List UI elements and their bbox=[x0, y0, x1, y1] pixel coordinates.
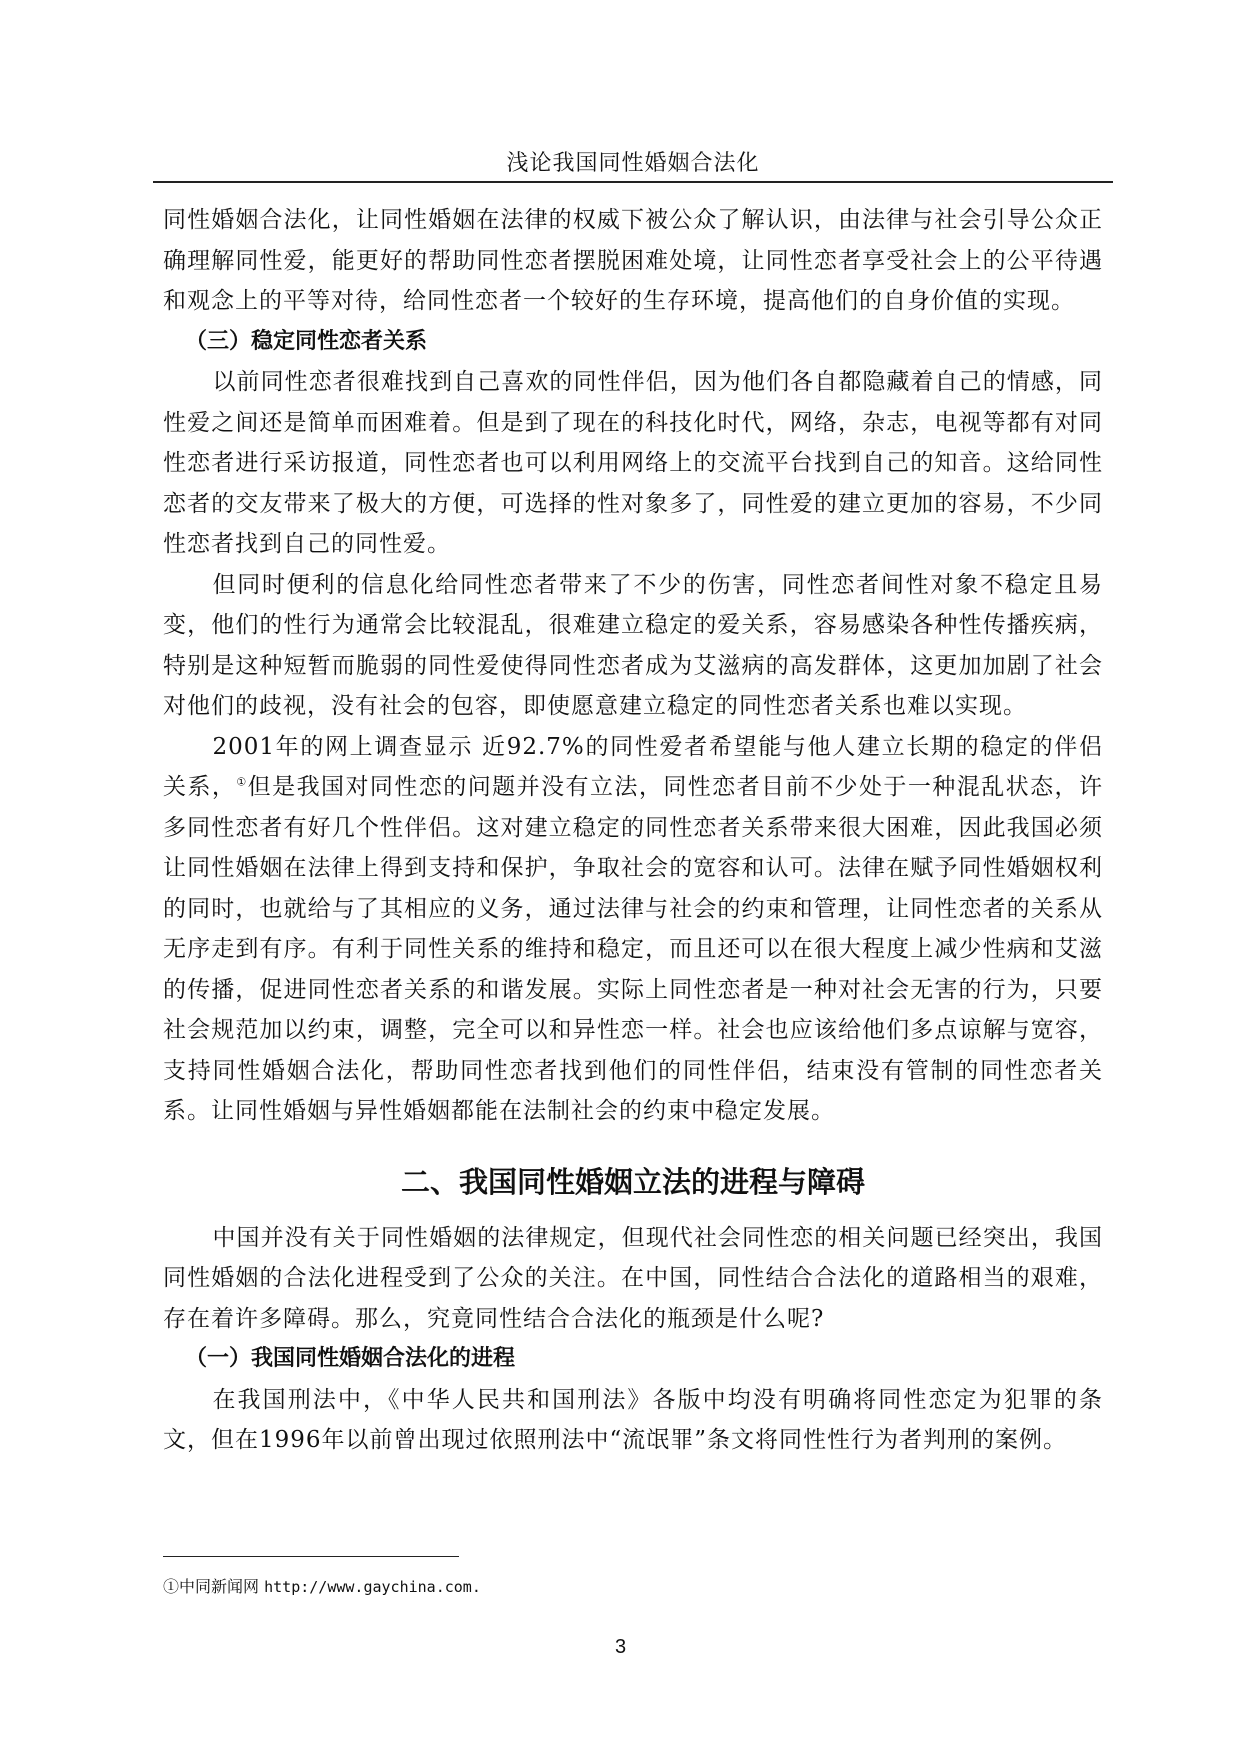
running-header: 浅论我国同性婚姻合法化 bbox=[506, 151, 760, 176]
section-heading-3: （三）稳定同性恋者关系 bbox=[185, 328, 428, 354]
footnote bbox=[163, 1576, 481, 1598]
footnote-rule bbox=[163, 1556, 459, 1557]
paragraph-intro: 同性婚姻合法化，让同性婚姻在法律的权威下被公众了解认识，由法律与社会引导公众正确理解同性爱，能更好的帮助同性恋者摆脱困难处境，让同性恋者享受社会上的公平待遇和观念上的平等对待，给同性恋者一个较好的生存环境，提高他们的自身价值的实现。 bbox=[163, 207, 1103, 314]
paragraph: 中国并没有关于同性婚姻的法律规定，但现代社会同性恋的相关问题已经突出，我国同性婚姻的合法化进程受到了公众的关注。在中国，同性结合合法化的道路相当的艰难，存在着许多障碍。那么，究竟同性结合合法化的瓶颈是什么呢? bbox=[163, 1224, 1103, 1332]
paragraph-text: 2001年的网上调查显示 近92.7%的同性爱者希望能与他人建立长期的稳定的伴侣关系， bbox=[163, 733, 1103, 800]
footnote-marker: ① bbox=[163, 1577, 180, 1596]
paragraph-with-footnote bbox=[163, 727, 1103, 1132]
footnote-source: 中同新闻网 bbox=[179, 1577, 260, 1596]
section-heading-1: （一）我国同性婚姻合法化的进程 bbox=[185, 1346, 516, 1371]
footnote-reference[interactable]: ① bbox=[236, 775, 248, 789]
chapter-heading: 二、我国同性婚姻立法的进程与障碍 bbox=[400, 1164, 865, 1199]
paragraph-text: 但是我国对同性恋的问题并没有立法，同性恋者目前不少处于一种混乱状态，许多同性恋者有好几个性伴侣。这对建立稳定的同性恋者关系带来很大困难，因此我国必须让同性婚姻在法律上得到支持和保护，争取社会的宽容和认可。法律在赋予同性婚姻权利的同时，也就给与了其相应的义务，通过法律与社会的约束和管理，让同性恋者的关系从无序走到有序。有利于同性关系的维持和稳定，而且还可以在很大程度上减少性病和艾滋的传播，促进同性恋者关系的和谐发展。实际上同性恋者是一种对社会无害的行为，只要社会规范加以约束，调整，完全可以和异性恋一样。社会也应该给他们多点谅解与宽容，支持同性婚姻合法化，帮助同性恋者找到他们的同性伴侣，结束没有管制的同性恋者关系。让同性婚姻与异性婚姻都能在法制社会的约束中稳定发展。 bbox=[163, 774, 1103, 1124]
page-number: 3 bbox=[614, 1636, 627, 1658]
paragraph: 以前同性恋者很难找到自己喜欢的同性伴侣，因为他们各自都隐藏着自己的情感，同性爱之间还是简单而困难着。但是到了现在的科技化时代，网络，杂志，电视等都有对同性恋者进行采访报道，同性恋者也可以利用网络上的交流平台找到自己的知音。这给同性恋者的交友带来了极大的方便，可选择的性对象多了，同性爱的建立更加的容易，不少同性恋者找到自己的同性爱。 bbox=[163, 369, 1103, 557]
footnote-url[interactable]: http://www.gaychina.com. bbox=[264, 1578, 481, 1596]
body-text bbox=[163, 200, 1103, 1461]
paragraph: 但同时便利的信息化给同性恋者带来了不少的伤害，同性恋者间性对象不稳定且易变，他们的性行为通常会比较混乱，很难建立稳定的爱关系，容易感染各种性传播疾病，特别是这种短暂而脆弱的同性爱使得同性恋者成为艾滋病的高发群体，这更加加剧了社会对他们的歧视，没有社会的包容，即使愿意建立稳定的同性恋者关系也难以实现。 bbox=[163, 571, 1103, 719]
header-rule bbox=[153, 181, 1113, 183]
paragraph: 在我国刑法中，《中华人民共和国刑法》各版中均没有明确将同性恋定为犯罪的条文，但在1996年以前曾出现过依照刑法中“流氓罪”条文将同性性行为者判刑的案例。 bbox=[163, 1386, 1103, 1453]
